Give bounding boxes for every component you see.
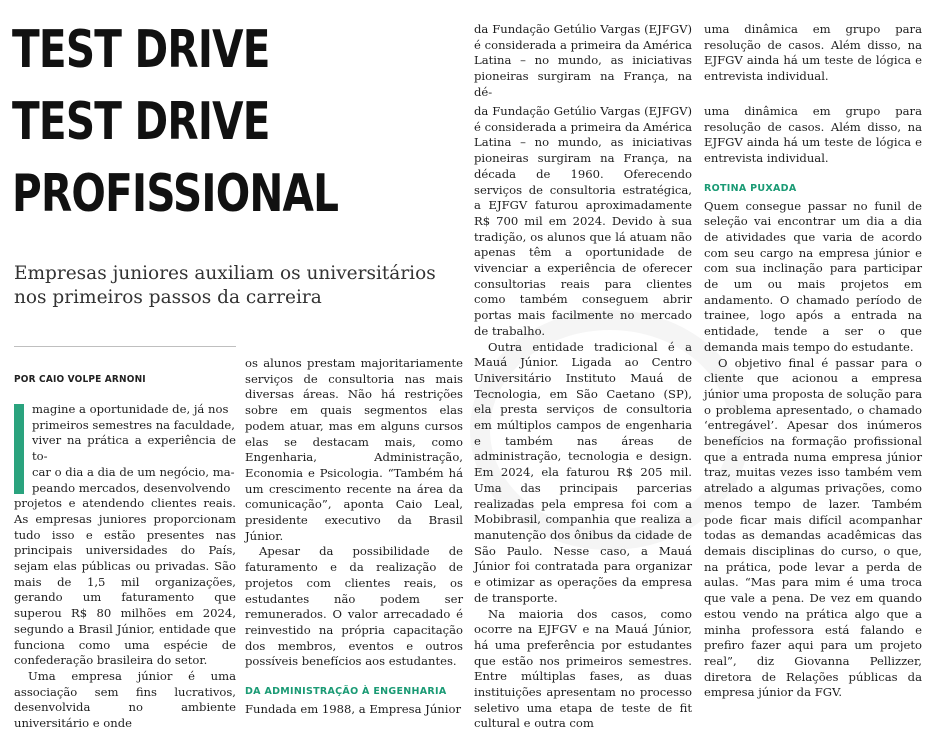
paragraph: O objetivo final é passar para o cliente que acionou a empresa júnior uma proposta de solução para o problema apresentado, o chamado ‘entregável’. Apesar dos inúmeros benefícios na formação profissional que a entrada numa empresa júnior traz, muitas vezes isso também vem atrelado a algumas privações, como menos tempo de lazer. Também pode ficar mais difícil acompanhar todas as demandas acadêmicas das demais disciplinas do curso, o que, na prática, pode levar a perda de aulas. “Mas para mim é uma troca que vale a pena. De vez em quando estou vendo na prática algo que a minha professora está falando e prefiro fazer aqui para um projeto real”, diz Giovanna Pellizzer, diretora de Relações públicas da empresa júnior da FGV. — [704, 356, 922, 701]
paragraph: da Fundação Getúlio Vargas (EJFGV) é considerada a primeira da América Latina – no mundo, as iniciativas pioneiras surgiram na França, na década de 1960. Oferecendo serviços de consultoria estratégica, a EJFGV faturou aproximadamente R$ 700 mil em 2024. Devido à sua tradição, os alunos que lá atuam não apenas têm a oportunidade de vivenciar a experiência de oferecer consultorias reais para clientes como também conseguem abrir portas mais facilmente no mercado de trabalho. — [474, 104, 692, 340]
paragraph: Outra entidade tradicional é a Mauá Júnior. Ligada ao Centro Universitário Instituto Mauá de Tecnologia, em São Caetano (SP), ela presta serviços de consultoria em múltiplos campos de engenharia e também nas áreas de administração, tecnologia e design. Em 2024, ela faturou R$ 205 mil. Uma das principais parcerias realizadas pela empresa foi com a Mobibrasil, companhia que realiza a manutenção dos ônibus da cidade de São Paulo. Nesse caso, a Mauá Júnior foi contratada para organizar e otimizar as operações da empresa de transporte. — [474, 340, 692, 607]
column-3 — [474, 104, 692, 695]
paragraph: os alunos prestam majoritariamente serviços de consultoria nas mais diversas áreas. Não há restrições sobre em quais segmentos elas podem atuar, mas em alguns cursos elas se destacam mais, como Engenharia, Administração, Economia e Psicologia. “Também há um crescimento recente na área da comunicação”, aponta Caio Leal, presidente executivo da Brasil Júnior. — [245, 356, 463, 544]
column-1 — [14, 402, 236, 695]
paragraph: uma dinâmica em grupo para resolução de casos. Além disso, na EJFGV ainda há um teste de lógica e entrevista individual. — [704, 22, 922, 85]
byline: POR CAIO VOLPE ARNONI — [14, 374, 212, 385]
section-heading-engenharia: DA ADMINISTRAÇÃO À ENGENHARIA — [245, 684, 463, 700]
column-4 — [704, 104, 922, 695]
byline-rule — [14, 346, 236, 347]
paragraph: da Fundação Getúlio Vargas (EJFGV) é considerada a primeira da América Latina – no mundo, as iniciativas pioneiras surgiram na França, na dé- — [474, 22, 692, 101]
title-line-2: TEST DRIVE — [12, 86, 269, 158]
paragraph: Apesar da possibilidade de faturamento e da realização de projetos com clientes reais, os estudantes não podem ser remunerados. O valor arrecadado é reinvestido na própria capacitação dos membros, eventos e outros possíveis benefícios aos estudantes. — [245, 544, 463, 670]
paragraph: Quem consegue passar no funil de seleção vai encontrar um dia a dia de atividades que varia de acordo com seu cargo na empresa júnior e com sua inclinação para participar de um ou mais projetos em andamento. O chamado período de trainee, logo após a entrada na entidade, tende a ser o que demanda mais tempo do estudante. — [704, 199, 922, 356]
dropcap-line: peando mercados, desenvolvendo — [14, 481, 236, 497]
article-subtitle: Empresas juniores auxiliam os universitários nos primeiros passos da carreira — [14, 262, 454, 310]
dropcap-block — [14, 402, 236, 496]
article-title — [12, 14, 269, 230]
column-3-top-fragment — [474, 22, 692, 82]
paragraph: Uma empresa júnior é uma associação sem fins lucrativos, desenvolvida no ambiente universitário e onde — [14, 669, 236, 732]
column-2 — [245, 356, 463, 695]
paragraph: Na maioria dos casos, como ocorre na EJFGV e na Mauá Júnior, há uma preferência por estudantes que estão nos primeiros semestres. Entre múltiplas fases, as duas instituições apresentam no processo seletivo uma etapa de teste de fit cultural e outra com — [474, 607, 692, 732]
dropcap-line: viver na prática a experiência de to- — [14, 433, 236, 464]
paragraph: Fundada em 1988, a Empresa Júnior — [245, 702, 463, 718]
dropcap-line: car o dia a dia de um negócio, ma- — [14, 465, 236, 481]
title-line-1: TEST DRIVE — [12, 14, 269, 86]
column-4-top-fragment — [704, 22, 922, 82]
dropcap-bar — [14, 404, 24, 494]
paragraph: projetos e atendendo clientes reais. As empresas juniores proporcionam tudo isso e estão presentes nas principais universidades do País, sejam elas públicas ou privadas. São mais de 1,5 mil organizações, gerando um faturamento que superou R$ 80 milhões em 2024, segundo a Brasil Júnior, entidade que funciona como uma espécie de confederação brasileira do setor. — [14, 496, 236, 669]
dropcap-line: primeiros semestres na faculdade, — [14, 418, 236, 434]
section-heading-rotina: ROTINA PUXADA — [704, 181, 922, 197]
dropcap-line: magine a oportunidade de, já nos — [14, 402, 236, 418]
title-line-3: PROFISSIONAL — [12, 158, 269, 230]
paragraph: uma dinâmica em grupo para resolução de casos. Além disso, na EJFGV ainda há um teste de lógica e entrevista individual. — [704, 104, 922, 167]
